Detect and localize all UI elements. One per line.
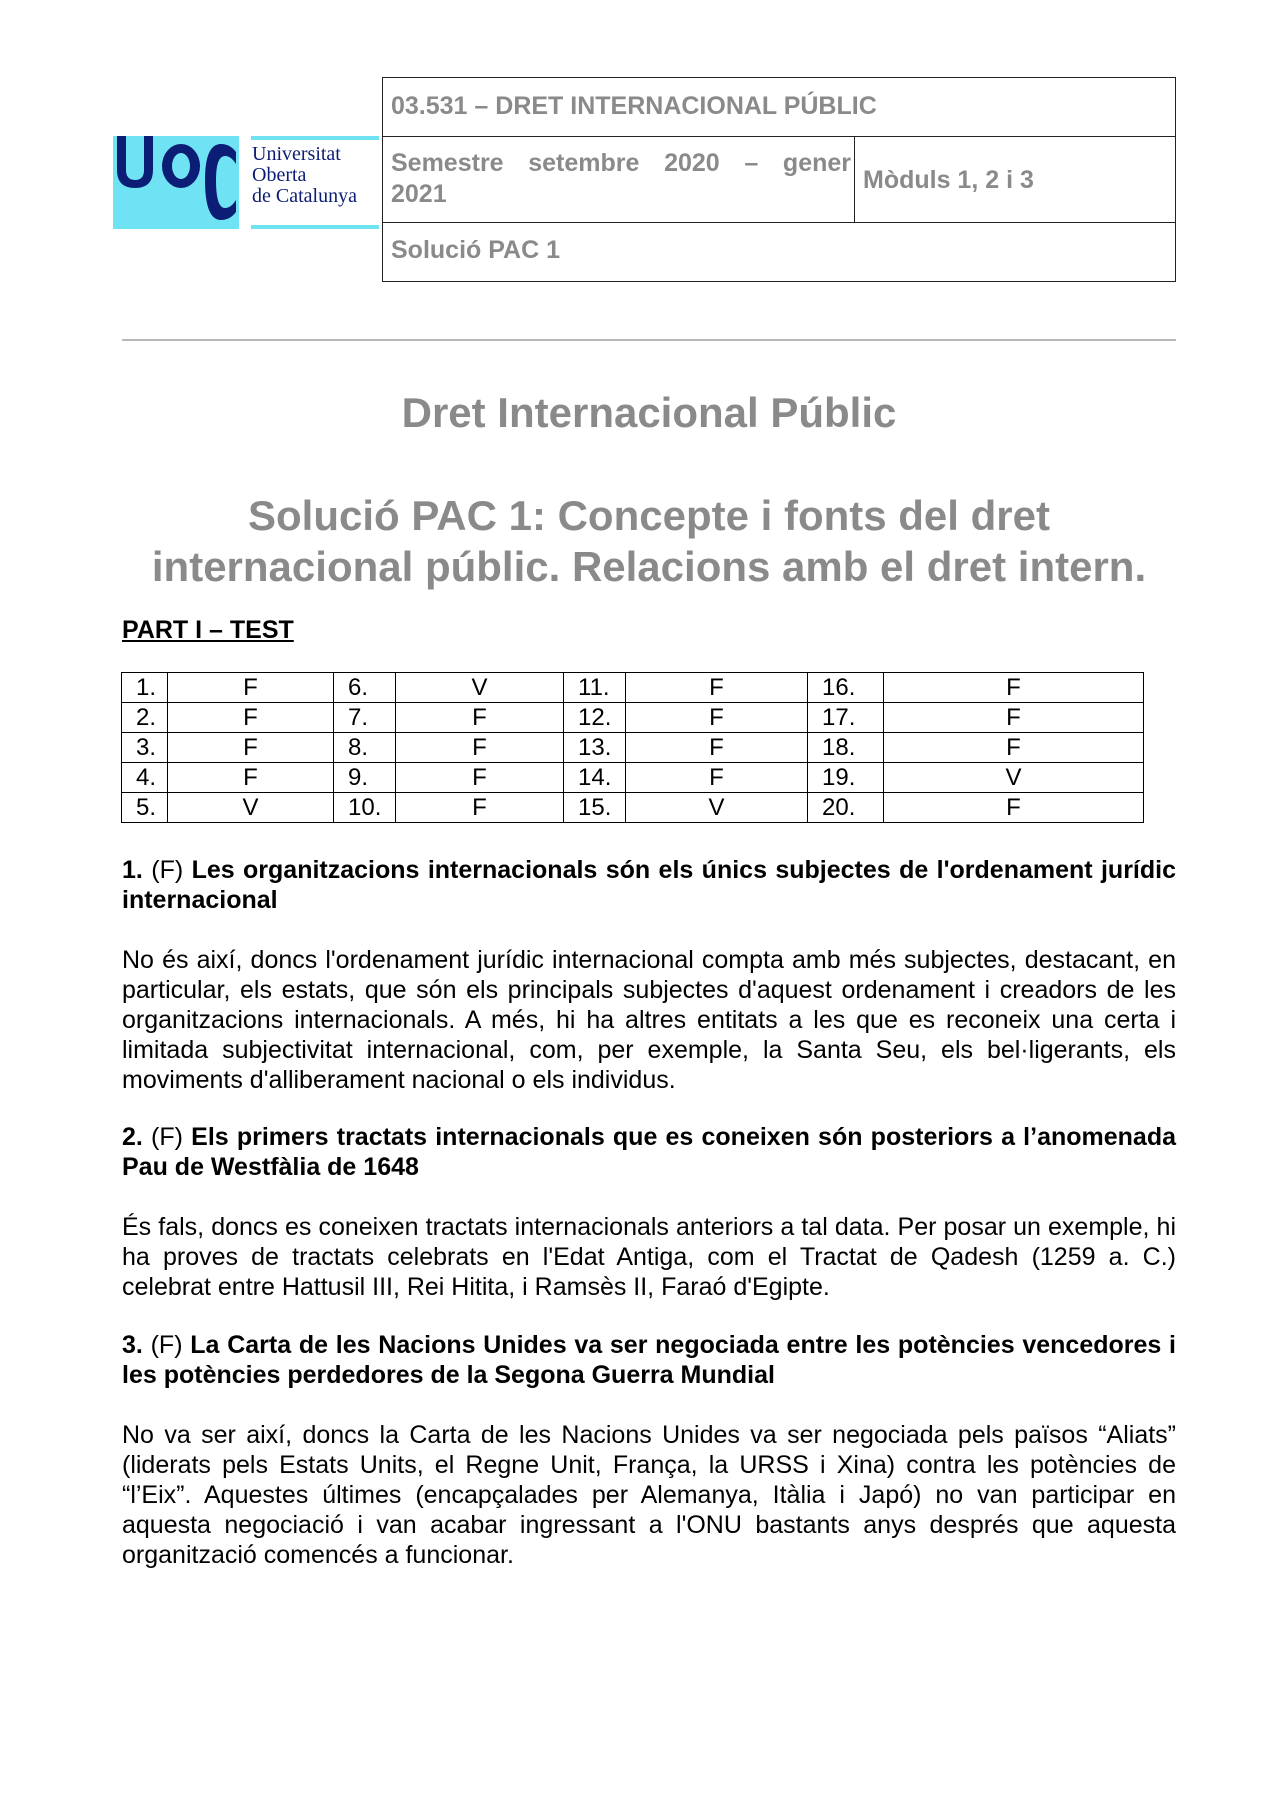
- uoc-logo: [113, 136, 379, 235]
- header-divider: [122, 339, 1176, 341]
- semester-cell: [383, 137, 855, 222]
- answer-value: F: [168, 703, 334, 733]
- question-number: 4.: [122, 763, 168, 793]
- question-number: 18.: [808, 733, 884, 763]
- header-table: [382, 77, 1176, 282]
- semester-text: Semestre setembre 2020 – gener 2021: [391, 149, 851, 208]
- question-1-explanation: No és així, doncs l'ordenament jurídic internacional compta amb més subjectes, destacant, en particular, els estats, que són els principals subjectes d'aquest ordenament i creadors de les organitzacions internacionals. A més, hi ha altres entitats a les que es reconeix una certa i limitada subjectivitat internacional, com, per exemple, la Santa Seu, els bel·ligerants, els moviments d'alliberament nacional o els individus.: [122, 946, 1176, 1094]
- answer-value: V: [884, 763, 1144, 793]
- header-course-row: [383, 78, 1175, 137]
- sub-title-line-2: internacional públic. Relacions amb el dret intern.: [151, 543, 1147, 590]
- question-number: 3.: [122, 733, 168, 763]
- course-title: 03.531 – DRET INTERNACIONAL PÚBLIC: [391, 92, 877, 120]
- answer-value: F: [396, 763, 564, 793]
- question-number: 13.: [564, 733, 626, 763]
- modules-text: Mòduls 1, 2 i 3: [863, 166, 1034, 194]
- question-3-number: 3.: [122, 1331, 143, 1359]
- question-number: 16.: [808, 673, 884, 703]
- uoc-logo-text: [252, 144, 357, 207]
- question-number: 9.: [334, 763, 396, 793]
- question-number: 8.: [334, 733, 396, 763]
- question-1-statement: Les organitzacions internacionals són els únics subjectes de l'ordenament jurídic internacional: [122, 856, 1176, 914]
- header-semester-row: [383, 137, 1175, 223]
- logo-line-1: Universitat: [252, 143, 341, 165]
- answer-value: V: [168, 793, 334, 823]
- question-number: 5.: [122, 793, 168, 823]
- answer-value: F: [626, 763, 808, 793]
- answer-value: F: [168, 733, 334, 763]
- question-3-heading: [122, 1330, 1176, 1390]
- question-1: [122, 855, 1176, 1095]
- answer-value: F: [884, 793, 1144, 823]
- part-heading: PART I – TEST: [122, 616, 294, 644]
- question-number: 10.: [334, 793, 396, 823]
- answers-table: [121, 672, 1144, 823]
- main-title: Dret Internacional Públic: [401, 389, 897, 436]
- answer-value: F: [626, 673, 808, 703]
- answer-value: F: [396, 793, 564, 823]
- logo-line-3: de Catalunya: [252, 185, 357, 207]
- table-row: [122, 793, 1144, 823]
- question-2: [122, 1122, 1176, 1302]
- answer-value: F: [626, 703, 808, 733]
- answer-value: F: [626, 733, 808, 763]
- question-3-answer: (F): [150, 1331, 183, 1359]
- question-3-explanation: No va ser així, doncs la Carta de les Nacions Unides va ser negociada pels països “Aliats” (liderats pels Estats Units, el Regne Unit, França, la URSS i Xina) contra les potències de “l’Eix”. Aquestes últimes (encapçalades per Alemanya, Itàlia i Japó) no van participar en aquesta negociació i van acabar ingressant a l'ONU bastants anys després que aquesta organització comencés a funcionar.: [122, 1421, 1176, 1569]
- question-2-statement: Els primers tractats internacionals que es coneixen són posteriors a l’anomenada Pau de Westfàlia de 1648: [122, 1123, 1177, 1181]
- header-doc-row: [383, 223, 1175, 281]
- question-number: 6.: [334, 673, 396, 703]
- answer-value: F: [168, 763, 334, 793]
- answer-value: V: [626, 793, 808, 823]
- sub-title: [122, 490, 1176, 592]
- question-2-heading: [122, 1122, 1176, 1182]
- answer-value: F: [884, 703, 1144, 733]
- sub-title-line-1: Solució PAC 1: Concepte i fonts del dret: [248, 492, 1050, 539]
- question-1-answer: (F): [151, 856, 184, 884]
- question-number: 12.: [564, 703, 626, 733]
- table-row: [122, 703, 1144, 733]
- question-2-answer: (F): [151, 1123, 183, 1151]
- doc-title: Solució PAC 1: [391, 236, 561, 264]
- question-number: 1.: [122, 673, 168, 703]
- question-3-statement: La Carta de les Nacions Unides va ser negociada entre les potències vencedores i les potències perdedores de la Segona Guerra Mundial: [122, 1331, 1177, 1389]
- answer-value: F: [396, 733, 564, 763]
- question-2-explanation: És fals, doncs es coneixen tractats internacionals anteriors a tal data. Per posar un exemple, hi ha proves de tractats celebrats en l'Edat Antiga, com el Tractat de Qadesh (1259 a. C.) celebrat entre Hattusil III, Rei Hitita, i Ramsès II, Faraó d'Egipte.: [122, 1213, 1176, 1301]
- question-1-heading: [122, 855, 1176, 915]
- answer-value: F: [884, 673, 1144, 703]
- table-row: [122, 673, 1144, 703]
- modules-cell: [855, 137, 1175, 222]
- question-number: 20.: [808, 793, 884, 823]
- question-number: 11.: [564, 673, 626, 703]
- answer-value: F: [396, 703, 564, 733]
- table-row: [122, 733, 1144, 763]
- logo-line-2: Oberta: [252, 164, 307, 186]
- question-number: 2.: [122, 703, 168, 733]
- question-2-number: 2.: [122, 1123, 143, 1151]
- question-number: 14.: [564, 763, 626, 793]
- table-row: [122, 763, 1144, 793]
- question-1-number: 1.: [122, 856, 143, 884]
- question-number: 19.: [808, 763, 884, 793]
- answer-value: V: [396, 673, 564, 703]
- question-number: 7.: [334, 703, 396, 733]
- question-number: 17.: [808, 703, 884, 733]
- answer-value: F: [884, 733, 1144, 763]
- question-3: [122, 1330, 1176, 1570]
- answer-value: F: [168, 673, 334, 703]
- question-number: 15.: [564, 793, 626, 823]
